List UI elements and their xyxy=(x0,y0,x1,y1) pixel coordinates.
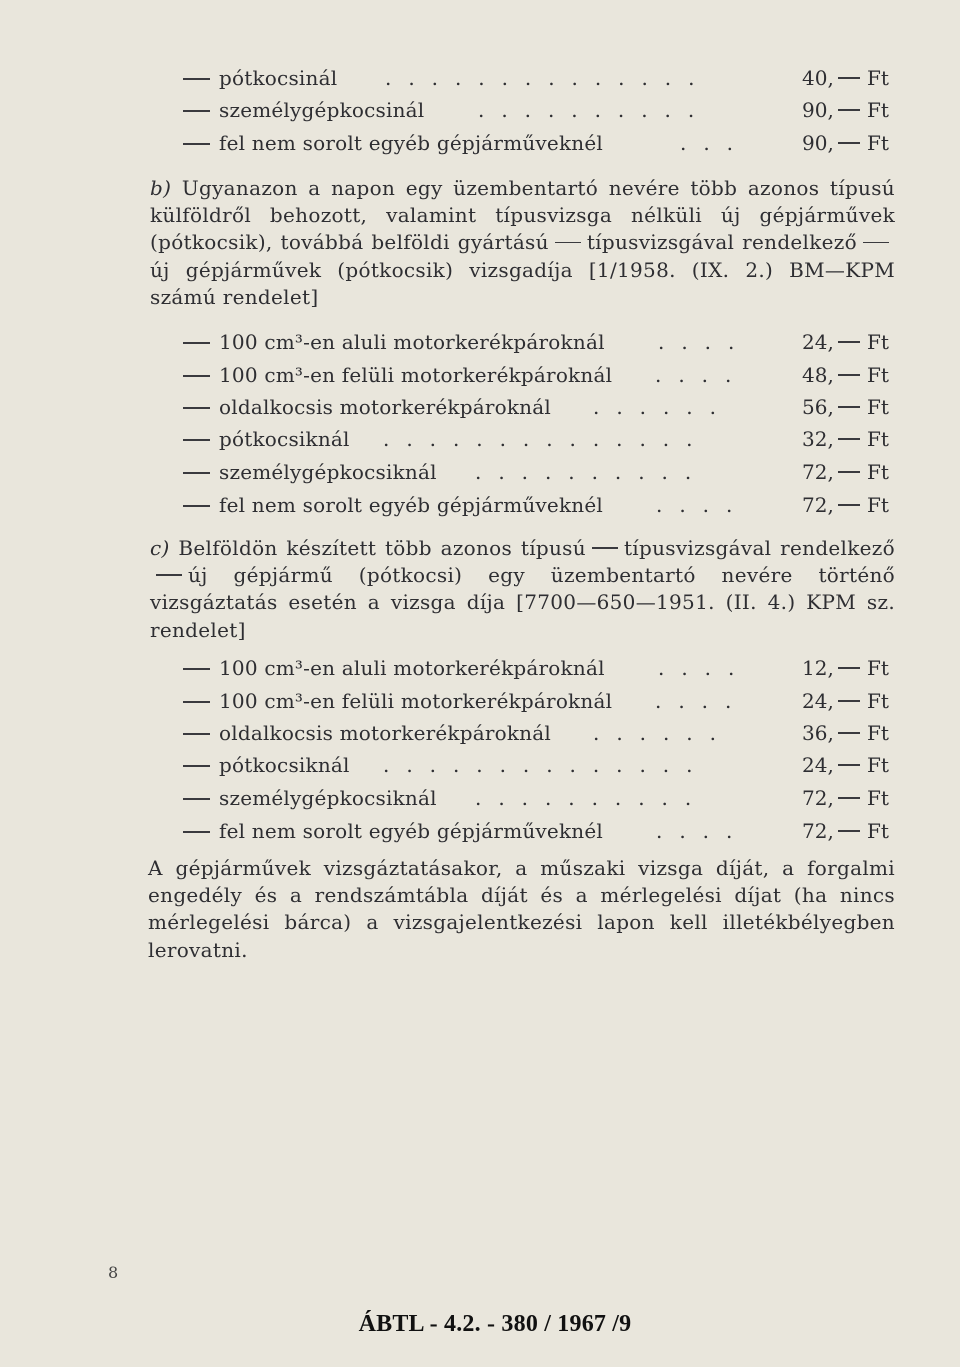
em-dash xyxy=(838,667,860,669)
em-dash xyxy=(183,798,210,800)
section-b-text-2: típusvizsgával rendelkező xyxy=(586,230,857,255)
fee-amount-value: 90, xyxy=(802,98,834,122)
em-dash xyxy=(183,110,210,112)
leader-dots: . . . xyxy=(680,131,739,155)
em-dash xyxy=(838,732,860,734)
fee-amount-value: 24, xyxy=(802,330,834,354)
fee-row-label: személygépkocsinál xyxy=(219,98,425,122)
fee-amount xyxy=(802,782,860,814)
fee-currency: Ft xyxy=(867,689,889,713)
fee-amount-value: 32, xyxy=(802,427,834,451)
fee-currency: Ft xyxy=(867,395,889,419)
fee-row xyxy=(0,782,960,814)
em-dash xyxy=(183,375,210,377)
fee-amount-value: 72, xyxy=(802,493,834,517)
section-b-text-1: Ugyanazon a napon egy üzembentartó nevére több azonos típusú külföldről behozott, valamint típusvizsga nélküli új gépjárművek (pótkocsik), továbbá belföldi gyártású xyxy=(150,176,895,255)
fee-row-label: 100 cm³-en felüli motorkerékpároknál xyxy=(219,363,613,387)
fee-amount xyxy=(802,127,860,159)
fee-amount-value: 24, xyxy=(802,753,834,777)
fee-row-label: személygépkocsiknál xyxy=(219,786,437,810)
fee-row-label: 100 cm³-en aluli motorkerékpároknál xyxy=(219,656,605,680)
fee-amount-value: 40, xyxy=(802,66,834,90)
em-dash xyxy=(183,668,210,670)
leader-dots: . . . . . . . . . . . . . . xyxy=(383,753,698,777)
fee-row xyxy=(0,127,960,159)
page-number: 8 xyxy=(108,1263,119,1282)
fee-amount-value: 24, xyxy=(802,689,834,713)
fee-currency: Ft xyxy=(867,656,889,680)
leader-dots: . . . . xyxy=(658,656,740,680)
em-dash xyxy=(183,765,210,767)
fee-amount-value: 90, xyxy=(802,131,834,155)
fee-amount xyxy=(802,717,860,749)
fee-currency: Ft xyxy=(867,753,889,777)
section-c-text-1: Belföldön készített több azonos típusú xyxy=(178,536,586,560)
leader-dots: . . . . xyxy=(655,363,737,387)
fee-amount-value: 56, xyxy=(802,395,834,419)
section-b-text-3: új gépjárművek (pótkocsik) vizsgadíja [1/1958. (IX. 2.) BM—KPM számú rendelet] xyxy=(150,257,895,309)
fee-currency: Ft xyxy=(867,66,889,90)
leader-dots: . . . . . . . . . . . . . . xyxy=(385,66,700,90)
em-dash xyxy=(183,472,210,474)
fee-amount xyxy=(802,685,860,717)
fee-row xyxy=(0,749,960,781)
fee-row-label: fel nem sorolt egyéb gépjárműveknél xyxy=(219,131,604,155)
fee-row xyxy=(0,359,960,391)
fee-currency: Ft xyxy=(867,460,889,484)
em-dash xyxy=(555,242,581,244)
em-dash xyxy=(183,78,210,80)
fee-currency: Ft xyxy=(867,330,889,354)
fee-row xyxy=(0,94,960,126)
fee-row xyxy=(0,815,960,847)
fee-amount xyxy=(802,652,860,684)
leader-dots: . . . . . . . . . . xyxy=(478,98,700,122)
fee-currency: Ft xyxy=(867,819,889,843)
fee-row-label: oldalkocsis motorkerékpároknál xyxy=(219,395,551,419)
fee-row-label: 100 cm³-en aluli motorkerékpároknál xyxy=(219,330,605,354)
fee-amount xyxy=(802,326,860,358)
em-dash xyxy=(838,797,860,799)
leader-dots: . . . . xyxy=(656,493,738,517)
em-dash xyxy=(838,109,860,111)
section-c-text-3: új gépjármű (pótkocsi) egy üzembentartó nevére történő vizsgáztatás esetén a vizsga díja [7700—650—1951. (II. 4.) KPM sz. rendelet] xyxy=(150,563,895,642)
fee-currency: Ft xyxy=(867,786,889,810)
fee-currency: Ft xyxy=(867,493,889,517)
em-dash xyxy=(183,505,210,507)
leader-dots: . . . . . . xyxy=(593,395,722,419)
fee-row xyxy=(0,652,960,684)
leader-dots: . . . . . . . . . . xyxy=(475,460,697,484)
section-b-marker: b) xyxy=(150,176,172,200)
em-dash xyxy=(838,142,860,144)
fee-amount-value: 48, xyxy=(802,363,834,387)
fee-currency: Ft xyxy=(867,721,889,745)
em-dash xyxy=(183,831,210,833)
fee-currency: Ft xyxy=(867,131,889,155)
fee-amount-value: 72, xyxy=(802,786,834,810)
fee-amount-value: 36, xyxy=(802,721,834,745)
fee-amount xyxy=(802,391,860,423)
fee-row-label: oldalkocsis motorkerékpároknál xyxy=(219,721,551,745)
em-dash xyxy=(838,77,860,79)
em-dash xyxy=(183,143,210,145)
fee-amount-value: 12, xyxy=(802,656,834,680)
leader-dots: . . . . . . . . . . . . . . xyxy=(383,427,698,451)
em-dash xyxy=(183,439,210,441)
fee-amount xyxy=(802,489,860,521)
em-dash xyxy=(838,438,860,440)
leader-dots: . . . . xyxy=(655,689,737,713)
fee-amount xyxy=(802,62,860,94)
fee-amount xyxy=(802,456,860,488)
section-c-marker: c) xyxy=(150,536,170,560)
fee-row-label: személygépkocsiknál xyxy=(219,460,437,484)
leader-dots: . . . . xyxy=(658,330,740,354)
em-dash xyxy=(838,374,860,376)
fee-amount xyxy=(802,749,860,781)
fee-amount xyxy=(802,423,860,455)
fee-currency: Ft xyxy=(867,98,889,122)
fee-row xyxy=(0,489,960,521)
em-dash xyxy=(156,574,182,576)
em-dash xyxy=(592,547,618,549)
fee-amount-value: 72, xyxy=(802,819,834,843)
fee-row xyxy=(0,685,960,717)
leader-dots: . . . . xyxy=(656,819,738,843)
em-dash xyxy=(863,242,889,244)
em-dash xyxy=(838,700,860,702)
em-dash xyxy=(838,406,860,408)
fee-row xyxy=(0,456,960,488)
em-dash xyxy=(838,504,860,506)
fee-currency: Ft xyxy=(867,427,889,451)
section-c-paragraph xyxy=(150,535,895,644)
em-dash xyxy=(838,341,860,343)
leader-dots: . . . . . . . . . . xyxy=(475,786,697,810)
fee-row-label: pótkocsinál xyxy=(219,66,338,90)
em-dash xyxy=(183,701,210,703)
em-dash xyxy=(183,407,210,409)
fee-row-label: fel nem sorolt egyéb gépjárműveknél xyxy=(219,493,604,517)
archive-reference: ÁBTL - 4.2. - 380 / 1967 /9 xyxy=(358,1311,632,1337)
em-dash xyxy=(838,830,860,832)
fee-row-label: fel nem sorolt egyéb gépjárműveknél xyxy=(219,819,604,843)
fee-amount xyxy=(802,94,860,126)
section-b-paragraph xyxy=(150,175,895,311)
fee-row xyxy=(0,326,960,358)
fee-row xyxy=(0,717,960,749)
fee-row xyxy=(0,391,960,423)
em-dash xyxy=(183,342,210,344)
fee-row-label: pótkocsiknál xyxy=(219,753,350,777)
section-c-text-2: típusvizsgával rendelkező xyxy=(623,536,895,560)
fee-row xyxy=(0,423,960,455)
leader-dots: . . . . . . xyxy=(593,721,722,745)
em-dash xyxy=(183,733,210,735)
fee-amount-value: 72, xyxy=(802,460,834,484)
final-paragraph: A gépjárművek vizsgáztatásakor, a műszaki vizsga díját, a forgalmi engedély és a rendszámtábla díját és a mérlegelési díjat (ha nincs mérlegelési bárca) a vizsgajelentkezési lapon kell illetékbélyegben lerovatni. xyxy=(148,856,895,962)
fee-row xyxy=(0,62,960,94)
fee-amount xyxy=(802,815,860,847)
fee-amount xyxy=(802,359,860,391)
em-dash xyxy=(838,471,860,473)
fee-row-label: 100 cm³-en felüli motorkerékpároknál xyxy=(219,689,613,713)
em-dash xyxy=(838,764,860,766)
fee-currency: Ft xyxy=(867,363,889,387)
fee-row-label: pótkocsiknál xyxy=(219,427,350,451)
